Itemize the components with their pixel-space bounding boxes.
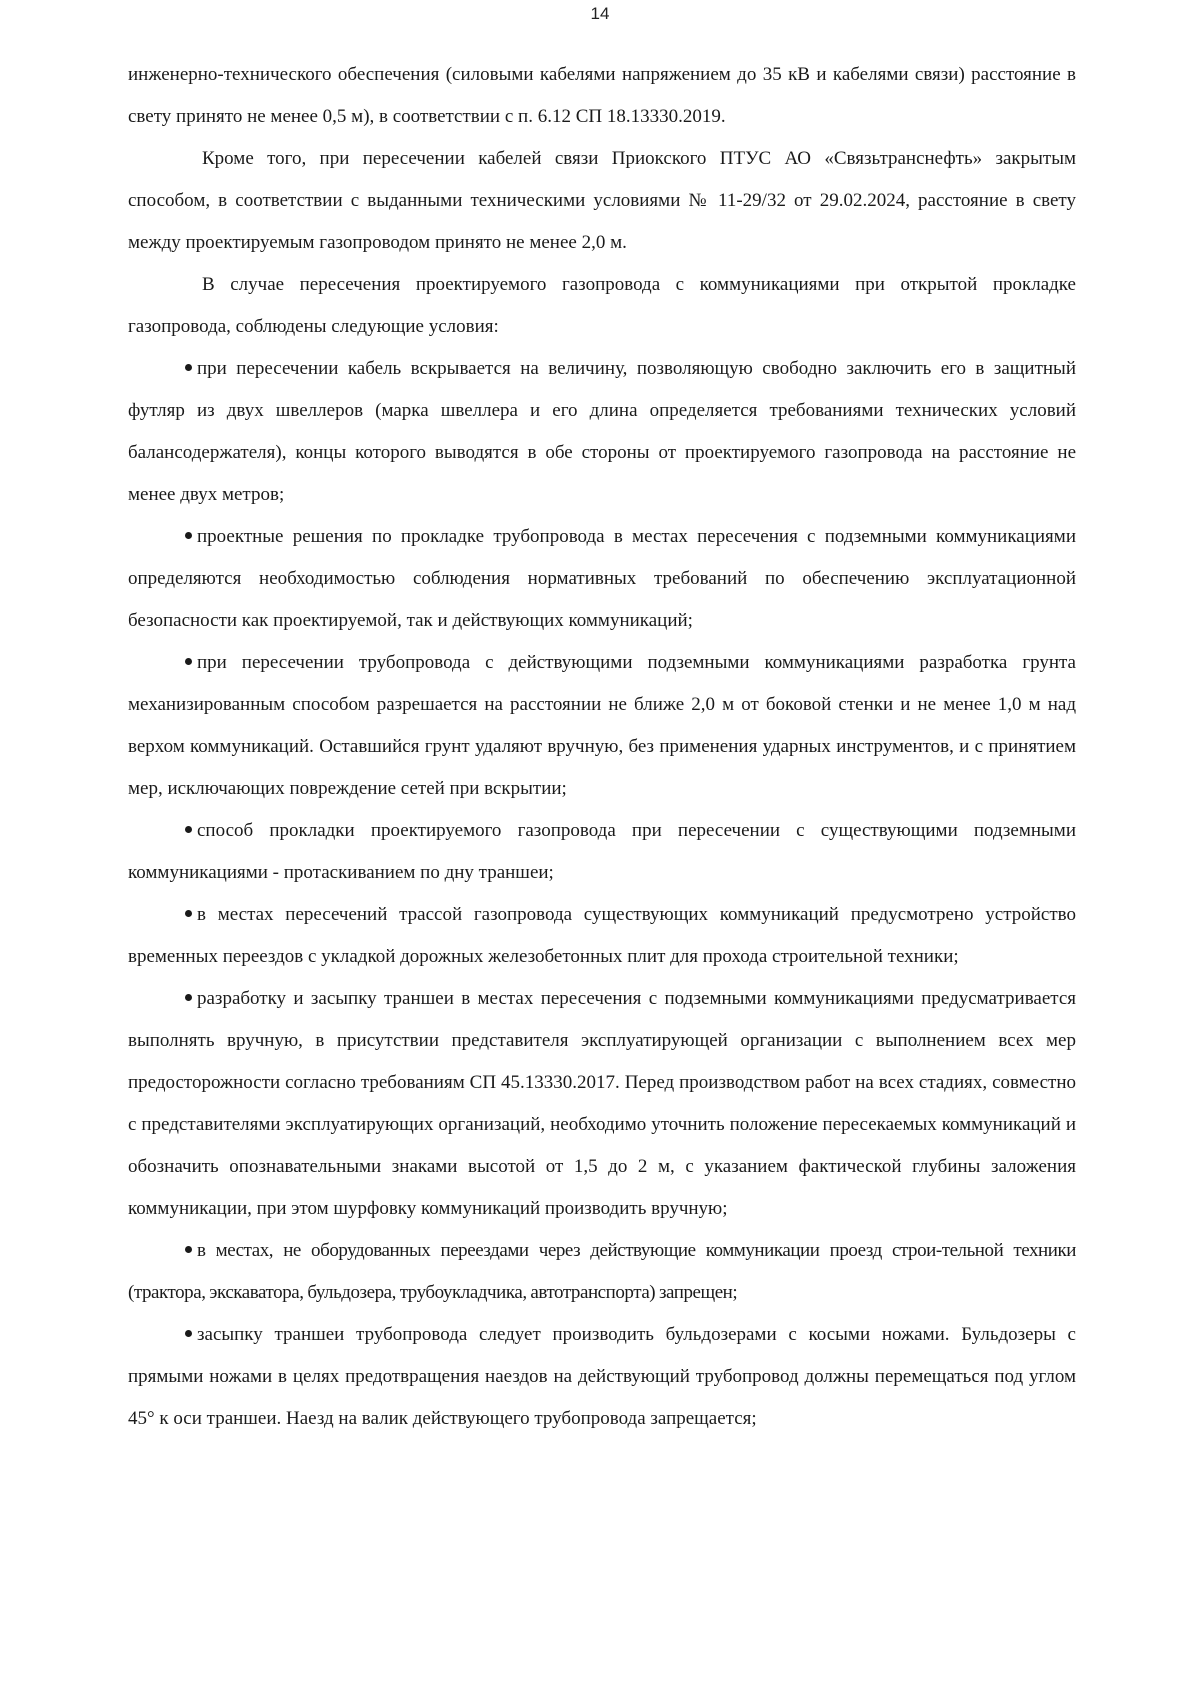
list-item-text: разработку и засыпку траншеи в местах пересечения с подземными коммуникациями предусматривается выполнять вручную, в присутствии представителя эксплуатирующей организации с выполнением всех мер предосторожности согласно требованиям СП 45.13330.2017. Перед производством работ на всех стадиях, совместно с представителями эксплуатирующих организаций, необходимо уточнить положение пересекаемых коммуникаций и обозначить опознавательными знаками высотой от 1,5 до 2 м, с указанием фактической глубины заложения коммуникации, при этом шурфовку коммуникаций производить вручную;: [128, 988, 1076, 1219]
list-item: [128, 1230, 1076, 1314]
list-item-text: способ прокладки проектируемого газопровода при пересечении с существующими подземными коммуникациями - протаскиванием по дну траншеи;: [128, 820, 1076, 883]
bullet-icon: [185, 826, 192, 833]
list-item-text: проектные решения по прокладке трубопровода в местах пересечения с подземными коммуникациями определяются необходимостью соблюдения нормативных требований по обеспечению эксплуатационной безопасности как проектируемой, так и действующих коммуникаций;: [128, 526, 1076, 631]
list-item: [128, 348, 1076, 516]
bullet-icon: [185, 658, 192, 665]
paragraph-open-crossing-conditions: В случае пересечения проектируемого газопровода с коммуникациями при открытой прокладке газопровода, соблюдены следующие условия:: [128, 274, 1076, 337]
paragraph-continuation: инженерно-технического обеспечения (силовыми кабелями напряжением до 35 кВ и кабелями связи) расстояние в свету принято не менее 0,5 м), в соответствии с п. 6.12 СП 18.13330.2019.: [128, 64, 1076, 127]
list-item-text: засыпку траншеи трубопровода следует производить бульдозерами с косыми ножами. Бульдозеры с прямыми ножами в целях предотвращения наездов на действующий трубопровод должны перемещаться под углом 45° к оси траншеи. Наезд на валик действующего трубопровода запрещается;: [128, 1324, 1076, 1429]
bullet-icon: [185, 994, 192, 1001]
paragraph-crossing-cables: Кроме того, при пересечении кабелей связи Приокского ПТУС АО «Связьтранснефть» закрытым способом, в соответствии с выданными техническими условиями № 11-29/32 от 29.02.2024, расстояние в свету между проектируемым газопроводом принято не менее 2,0 м.: [128, 148, 1076, 253]
list-item-text: при пересечении трубопровода с действующими подземными коммуникациями разработка грунта механизированным способом разрешается на расстоянии не ближе 2,0 м от боковой стенки и не менее 1,0 м над верхом коммуникаций. Оставшийся грунт удаляют вручную, без применения ударных инструментов, и с принятием мер, исключающих повреждение сетей при вскрытии;: [128, 652, 1076, 799]
list-item-text: в местах пересечений трассой газопровода существующих коммуникаций предусмотрено устройство временных переездов с укладкой дорожных железобетонных плит для прохода строительной техники;: [128, 904, 1076, 967]
list-item: [128, 516, 1076, 642]
list-item-text: в местах, не оборудованных переездами через действующие коммуникации проезд строи-тельной техники (трактора, экскаватора, бульдозера, трубоукладчика, автотранспорта) запрещен;: [128, 1240, 1076, 1303]
list-item: [128, 810, 1076, 894]
list-item: [128, 1314, 1076, 1440]
list-item-text: при пересечении кабель вскрывается на величину, позволяющую свободно заключить его в защитный футляр из двух швеллеров (марка швеллера и его длина определяется требованиями технических условий балансодержателя), концы которого выводятся в обе стороны от проектируемого газопровода на расстояние не менее двух метров;: [128, 358, 1076, 505]
list-item: [128, 642, 1076, 810]
bullet-icon: [185, 1330, 192, 1337]
list-item: [128, 978, 1076, 1230]
page-number: 14: [590, 4, 610, 23]
document-body: [128, 54, 1076, 1440]
bullet-icon: [185, 910, 192, 917]
bullet-icon: [185, 364, 192, 371]
bullet-icon: [185, 532, 192, 539]
list-item: [128, 894, 1076, 978]
bullet-icon: [185, 1246, 192, 1253]
